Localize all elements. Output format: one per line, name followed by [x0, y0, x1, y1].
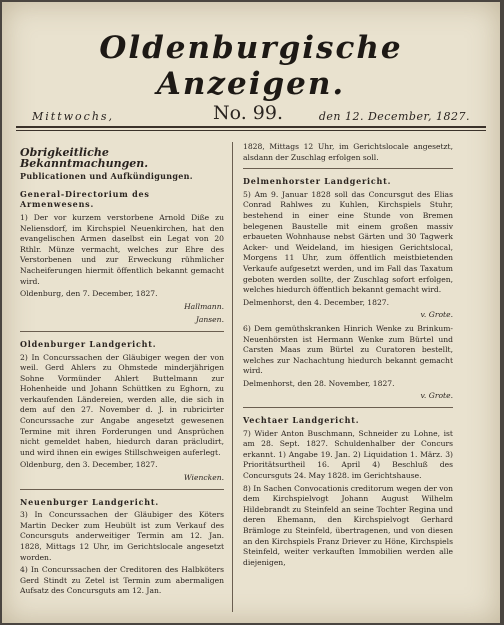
section-heading-official: Obrigkeitliche Bekanntmachungen. [20, 146, 149, 170]
section-title-armenwesen: General-Directorium des Armenwesens. [20, 188, 150, 210]
section-subheading: Publicationen und Aufkündigungen. [20, 171, 193, 182]
notice-paragraph: 7) Wider Anton Buschmann, Schneider zu Lohne, ist am 28. Sept. 1827. Schuldenhalber der Concurs erkannt. 1) Angabe 19. Jan. 2) Liquidation 1. März. 3) Prioritätsurtheil 16. April 4) Beschluß des Concursguts 24. May 1828. im Gerichtshause. [243, 428, 453, 481]
notice-signature: v. Grote. [420, 391, 453, 401]
section-title-delmenhorst: Delmenhorster Landgericht. [243, 176, 392, 187]
section-title-vechta: Vechtaer Landgericht. [243, 415, 360, 426]
section-divider [243, 407, 453, 408]
newspaper-page [2, 2, 500, 623]
section-divider [20, 489, 224, 490]
notice-paragraph: 2) In Concurssachen der Gläubiger wegen der von weil. Gerd Ahlers zu Ohmstede minderjährigen Sohne Vormünder Ahlert Buttelmann zur Hohenheide und Johann Schüttken zu Eghorn, zu verkaufenden Ländereien, werden alle, die sich in dem auf den 27. November d. J. in rubricirter Concurssache zur Angabe angesetzt gewesenen Termine mit ihren Forderungen und Ansprüchen nicht gemeldet haben, hiedurch daran präcludirt, und wird ihnen ein ewiges Stillschweigen auferlegt. [20, 352, 224, 457]
notice-signature: Wiencken. [183, 473, 224, 483]
notice-signature: Hallmann. [184, 301, 224, 311]
header-rule-thin [16, 130, 486, 131]
weekday: Mittwochs, [32, 110, 115, 123]
notice-place-date: Delmenhorst, den 4. December, 1827. [243, 297, 390, 307]
notice-paragraph: 3) In Concurssachen der Gläubiger des Köters Martin Decker zum Heubült ist zum Verkauf des Concursguts anderweitiger Termin am 12. Jan. 1828, Mittags 12 Uhr, im Gerichtslocale angesetzt worden. [20, 510, 224, 562]
left-column [20, 142, 224, 599]
header-rule [16, 126, 486, 128]
notice-place-date: Oldenburg, den 3. December, 1827. [20, 460, 158, 470]
issue-number: No. 99. [213, 102, 284, 124]
notice-signature: Jansen. [195, 315, 224, 325]
issue-date: den 12. December, 1827. [318, 110, 470, 123]
notice-paragraph: 8) In Sachen Convocationis creditorum wegen der von dem Kirchspielvogt Johann August Wilhelm Hildebrandt zu Steinfeld an seine Tochter Regina und deren Ehemann, den Kirchspielvogt Gerhard Brämloge zu Steinfeld, übertragenen, und von diesen an den Kirchspiels Franz Driever zu Höne, Kirchspiels Steinfeld, weiter verkauften Immobilien werden alle diejenigen, [243, 483, 454, 567]
section-title-neuenburg: Neuenburger Landgericht. [20, 496, 159, 507]
section-divider [20, 331, 224, 332]
notice-paragraph: 5) Am 9. Januar 1828 soll das Concursgut des Elias Conrad Rahlwes zu Kuhlen, Kirchspiels Stuhr, bestehend in einer eine Stunde von Bremen belegenen Baustelle mit einem großen massiv erbaueten Wohnhause nebst Gärten und 30 Tagwerk Acker- und Weideland, im hiesigen Gerichtslocal, Morgens 11 Uhr, zum öffentlich meistbietenden Verkaufe aufgesetzt werden, und im Fall das Taxatum geboten werden sollte, der Zuschlag sofort erfolgen, welches hiedurch öffentlich bekannt gemacht wird. [243, 189, 453, 295]
masthead-title: Oldenburgische Anzeigen. [99, 30, 403, 102]
section-title-oldenburg: Oldenburger Landgericht. [20, 338, 157, 349]
notice-paragraph: 4) In Concurssachen der Creditoren des Halbköters Gerd Stindt zu Zetel ist Termin zum abermaligen Aufsatz des Concursguts am 12. Jan. [20, 565, 224, 596]
notice-place-date: Delmenhorst, den 28. November, 1827. [243, 378, 395, 388]
notice-continuation: 1828, Mittags 12 Uhr, im Gerichtslocale angesetzt, alsdann der Zuschlag erfolgen soll. [243, 142, 453, 162]
notice-paragraph: 1) Der vor kurzem verstorbene Arnold Diße zu Neliensdorf, im Kirchspiel Neuenkirchen, hat den evangelischen Armen daselbst ein Legat von 20 Rthlr. Münze vermacht, welches zur Ehre des Verstorbenen und zur Erweckung rühmlicher Nacheiferungen hiermit öffentlich bekannt gemacht wird. [20, 212, 224, 286]
dateline [16, 102, 486, 126]
notice-signature: v. Grote. [420, 310, 453, 320]
notice-paragraph: 6) Dem gemüthskranken Hinrich Wenke zu Brinkum-Neuenhörsten ist Hermann Wenke zum Bürtel und Carsten Maas zum Bürtel zu Curatoren bestellt, welches zur Nachachtung hiedurch bekannt gemacht wird. [243, 323, 453, 376]
notice-place-date: Oldenburg, den 7. December, 1827. [20, 289, 158, 299]
section-divider [243, 168, 453, 169]
column-divider [232, 142, 233, 612]
right-column [243, 142, 453, 570]
